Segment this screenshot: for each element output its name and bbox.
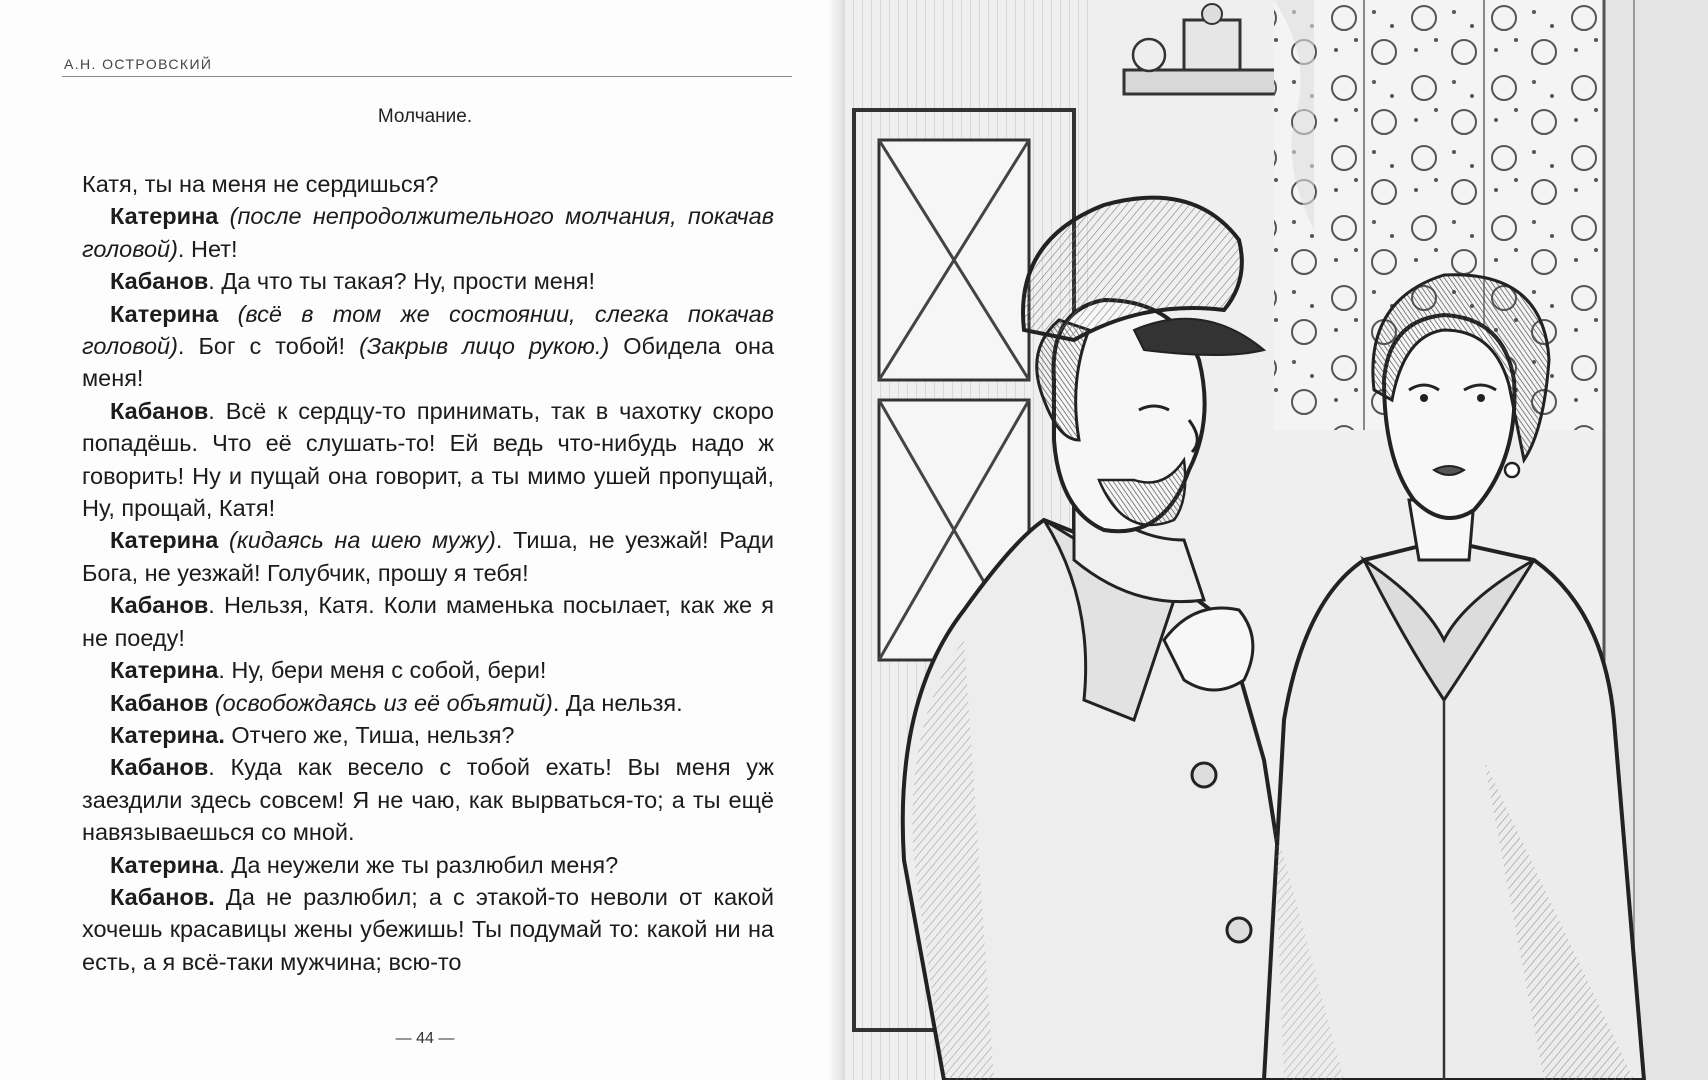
- stage-remark: (после непродолжительного молчания, покачав головой): [82, 203, 775, 262]
- dialogue-paragraph: [82, 395, 774, 525]
- page-number: — 44 —: [395, 1030, 455, 1047]
- dialogue-paragraph: [82, 849, 774, 881]
- speech-text: . Ну, бери меня с собой, бери!: [218, 657, 547, 684]
- speaker-name: Катерина: [110, 527, 219, 554]
- illustration-kabanov-katerina: [844, 0, 1708, 1080]
- stage-remark: (освобождаясь из её объятий): [214, 689, 553, 716]
- dialogue-paragraph: [82, 200, 774, 265]
- running-head-author: А.Н. ОСТРОВСКИЙ: [64, 56, 213, 72]
- speech-text: Да не разлюбил; а с этакой-то неволи от какой хочешь красавицы жены убежишь! Ты подумай то: какой ни на есть, а я всё-таки мужчина; всю-то: [82, 883, 774, 975]
- dialogue-paragraph: [82, 265, 774, 297]
- play-text: [82, 168, 774, 978]
- dialogue-paragraph: [82, 881, 774, 978]
- speaker-name: Кабанов: [110, 754, 209, 781]
- dialogue-paragraph: [82, 654, 774, 686]
- speech-text: . Нельзя, Катя. Коли маменька посылает, как же я не поеду!: [82, 592, 774, 651]
- speech-text: Отчего же, Тиша, нельзя?: [224, 721, 515, 748]
- speech-text: [218, 527, 229, 553]
- speech-text: Катя, ты на меня не сердишься?: [82, 171, 439, 197]
- speech-text: . Нет!: [177, 235, 238, 262]
- dialogue-paragraph: [82, 168, 774, 200]
- dialogue-paragraph: [82, 589, 774, 654]
- speaker-name: Катерина: [110, 300, 219, 327]
- header-rule: [62, 76, 792, 77]
- speaker-name: Катерина: [110, 203, 219, 230]
- dialogue-paragraph: [82, 719, 774, 751]
- speech-text: Обидела она меня!: [82, 333, 775, 392]
- speaker-name: Кабанов.: [110, 883, 215, 910]
- speech-text: . Тиша, не уезжай! Ради Бога, не уезжай! Голубчик, прошу я тебя!: [82, 527, 775, 586]
- illustration-page: [844, 0, 1708, 1080]
- speech-text: [218, 203, 229, 229]
- speaker-name: Кабанов: [110, 397, 209, 424]
- speech-text: [218, 301, 237, 327]
- stage-remark: (всё в том же состоянии, слегка покачав головой): [82, 300, 775, 360]
- speaker-name: Кабанов: [110, 689, 209, 716]
- text-page: [0, 0, 830, 1080]
- speech-text: . Да неужели же ты разлюбил меня?: [218, 851, 619, 878]
- dialogue-paragraph: [82, 751, 774, 848]
- speech-text: . Куда как весело с тобой ехать! Вы меня уж заездили здесь совсем! Я не чаю, как вырваться-то; а ты ещё навязываешься со мной.: [82, 754, 774, 846]
- stage-direction: Молчание.: [377, 106, 473, 127]
- dialogue-paragraph: [82, 687, 774, 719]
- dialogue-paragraph: [82, 524, 774, 589]
- speech-text: . Да что ты такая? Ну, прости меня!: [208, 268, 596, 295]
- stage-remark: (Закрыв лицо рукою.): [359, 333, 610, 360]
- dialogue-paragraph: [82, 298, 774, 395]
- speaker-name: Катерина: [110, 851, 219, 878]
- speaker-name: Катерина.: [110, 721, 225, 748]
- speaker-name: Катерина: [110, 657, 219, 684]
- speaker-name: Кабанов: [110, 268, 209, 295]
- speech-text: . Да нельзя.: [552, 689, 683, 716]
- speech-text: . Бог с тобой!: [177, 333, 360, 360]
- stage-remark: (кидаясь на шею мужу): [229, 527, 496, 554]
- speaker-name: Кабанов: [110, 592, 209, 619]
- speech-text: . Всё к сердцу-то принимать, так в чахотку скоро попадёшь. Что её слушать-то! Ей ведь что-нибудь надо ж говорить! Ну и пущай она говорит, а ты мимо ушей пропущай, Ну, прощай, Катя!: [82, 397, 774, 522]
